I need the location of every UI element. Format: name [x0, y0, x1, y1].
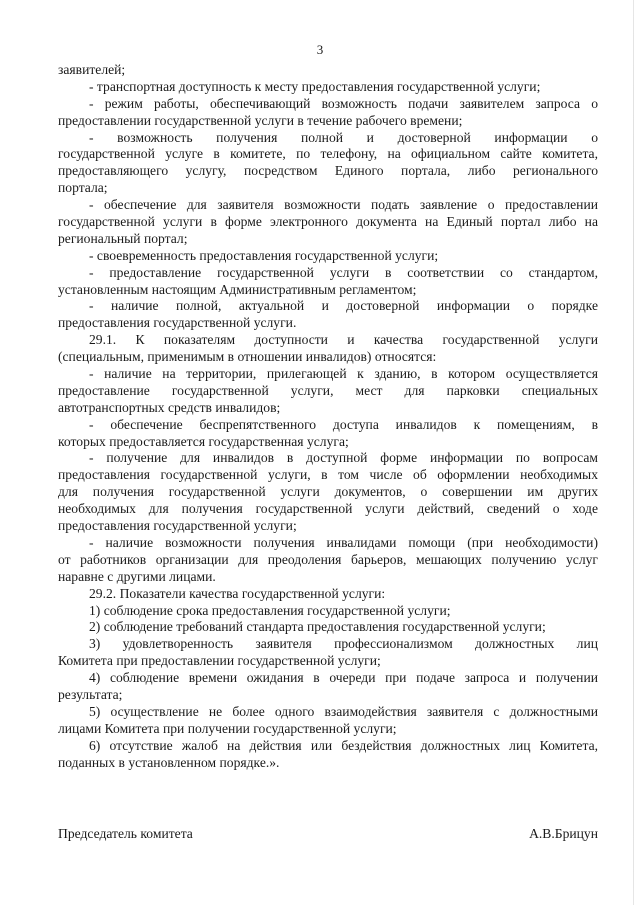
page-number: 3 — [316, 42, 324, 57]
text-line: - транспортная доступность к месту предоставления государственной услуги; — [89, 78, 541, 94]
text-line: портала; — [58, 180, 108, 196]
text-line: региональный портал; — [58, 230, 188, 246]
text-line: предоставления государственной услуги. — [58, 315, 297, 331]
text-line: - наличие полной, актуальной и достоверной информации о порядке — [89, 298, 598, 314]
text-line: 29.2. Показатели качества государственной услуги: — [89, 585, 386, 601]
text-line: 2) соблюдение требований стандарта предоставления государственной услуги; — [89, 619, 546, 635]
text-line: 6) отсутствие жалоб на действия или бездействия должностных лиц Комитета, — [89, 737, 598, 753]
text-line: 29.1. К показателям доступности и качества государственной услуги — [89, 332, 598, 348]
document-body — [58, 62, 598, 771]
text-line: - предоставление государственной услуги в соответствии со стандартом, — [89, 264, 598, 280]
text-line: - наличие на территории, прилегающей к зданию, в котором осуществляется — [89, 366, 598, 382]
text-line: государственной услуги в форме электронного документа на Единый портал либо на — [58, 214, 598, 230]
text-line: автотранспортных средств инвалидов; — [58, 399, 281, 415]
scan-edge-shadow — [633, 0, 634, 905]
text-line: 4) соблюдение времени ожидания в очереди при подаче запроса и получении — [89, 670, 598, 686]
text-line: - получение для инвалидов в доступной форме информации по вопросам — [89, 450, 598, 466]
text-line: результата; — [58, 686, 123, 702]
text-line: поданных в установленном порядке.». — [58, 754, 280, 770]
text-line: предоставление государственной услуги, мест для парковки специальных — [58, 382, 598, 398]
text-line: заявителей; — [58, 62, 126, 77]
text-line: - наличие возможности получения инвалидами помощи (при необходимости) — [89, 534, 598, 550]
text-line: - своевременность предоставления государственной услуги; — [89, 247, 439, 263]
text-line: государственной услуге в комитете, по телефону, на официальном сайте комитета, — [58, 146, 598, 162]
text-line: лицами Комитета при получении государственной услуги; — [58, 720, 397, 736]
text-line: предоставлении государственной услуги в течение рабочего времени; — [58, 112, 463, 128]
text-line: Комитета при предоставлении государственной услуги; — [58, 653, 381, 669]
text-line: - обеспечение для заявителя возможности подать заявление о предоставлении — [89, 197, 598, 213]
text-line: 3) удовлетворенность заявителя профессионализмом должностных лиц — [89, 636, 598, 652]
text-line: - обеспечение беспрепятственного доступа инвалидов к помещениям, в — [89, 416, 598, 432]
text-line: предоставления государственной услуги, в том числе об оформлении необходимых — [58, 467, 598, 483]
text-line: 1) соблюдение срока предоставления государственной услуги; — [89, 602, 451, 618]
signer-title: Председатель комитета — [58, 826, 193, 841]
text-line: наравне с другими лицами. — [58, 568, 216, 584]
text-line: 5) осуществление не более одного взаимодействия заявителя с должностными — [89, 703, 598, 719]
text-line: предоставляющего услугу, посредством Единого портала, либо регионального — [58, 163, 598, 179]
text-line: - режим работы, обеспечивающий возможность подачи заявителем запроса о — [89, 95, 598, 111]
text-line: для получения государственной услуги документов, о совершении им других — [58, 484, 598, 500]
text-line: от работников организации для преодоления барьеров, мешающих получению услуг — [58, 551, 598, 567]
text-line: установленным настоящим Административным регламентом; — [58, 281, 417, 297]
text-line: которых предоставляется государственная услуга; — [58, 433, 349, 449]
text-line: (специальным, применимым в отношении инвалидов) относятся: — [58, 349, 437, 365]
signer-name: А.В.Брицун — [529, 826, 598, 841]
text-line: необходимых для получения государственной услуги действий, сведений о ходе — [58, 501, 598, 517]
text-line: - возможность получения полной и достоверной информации о — [89, 129, 598, 145]
text-line: предоставления государственной услуги; — [58, 518, 297, 534]
